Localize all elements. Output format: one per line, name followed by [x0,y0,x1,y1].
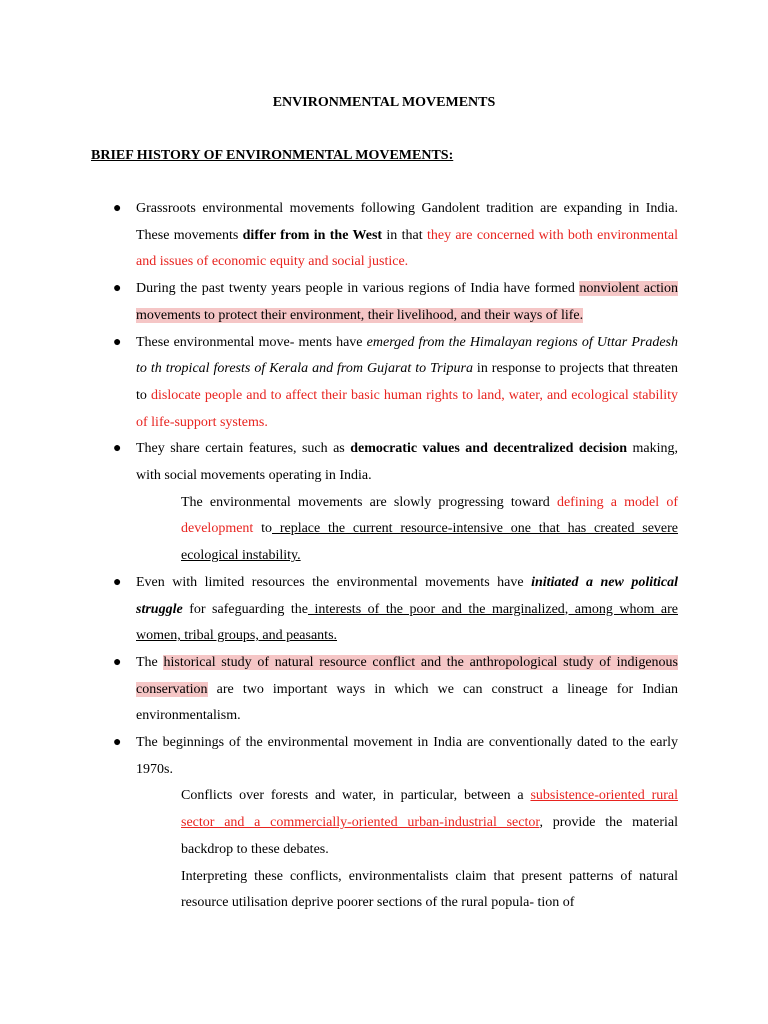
list-item [0,196,678,276]
list-item [0,330,678,437]
list-item [0,276,678,329]
underlined-text: replace the current resource-intensive one that has created severe ecological instability. [181,521,679,564]
list-item [0,650,678,730]
bullet-icon: ● [113,281,122,297]
list-item-text: The historical study of natural resource conflict and the anthropological study of indigenous conservation are two important ways in which we can construct a lineage for Indian environmentalism. [136,654,679,724]
list-item-text: The beginnings of the environmental movement in India are conventionally dated to the early 1970s. [136,735,678,777]
section-heading: BRIEF HISTORY OF ENVIRONMENTAL MOVEMENTS: [91,148,454,163]
italic-text: emerged from the Himalayan regions of Uttar Pradesh to th tropical forests of Kerala and from Gujarat to Tripura [136,334,678,377]
indented-paragraph [0,783,678,863]
bold-text: differ from in the West [242,227,383,243]
list-item-text: Grassroots environmental movements following Gandolent tradition are expanding in India. These movements differ from in the West in that they are concerned with both environmental and issues of economic equity and social justice. [136,201,678,270]
bold-text: democratic values and decentralized decision [350,441,628,457]
highlighted-text: historical study of natural resource conflict and the anthropological study of indigenous conservation [136,654,679,697]
indented-paragraph [0,864,678,917]
paragraph-text: Conflicts over forests and water, in particular, between a subsistence-oriented rural sector and a commercially-oriented urban-industrial sector, provide the material backdrop to these debates. [181,788,678,857]
bullet-list [0,196,768,917]
underlined-text: interests of the poor and the marginalized, among whom are women, tribal groups, and peasants. [136,601,679,644]
bullet-icon: ● [113,654,122,670]
bullet-icon: ● [113,441,122,457]
list-item-text: Even with limited resources the environmental movements have initiated a new political struggle for safeguarding the interests of the poor and the marginalized, among whom are women, tribal groups, and peasants. [136,574,679,644]
red-text: defining a model of development [181,494,678,537]
red-underlined-text: subsistence-oriented rural sector and a commercially-oriented urban-industrial sector [181,788,678,831]
list-item-text: These environmental move- ments have emerged from the Himalayan regions of Uttar Pradesh to th tropical forests of Kerala and from Gujarat to Tripura in response to projects that threaten to dislocate people and to affect their basic human rights to land, water, and ecological stability of life-support systems. [136,334,678,430]
document-title: ENVIRONMENTAL MOVEMENTS [272,95,496,110]
red-text: dislocate people and to affect their basic human rights to land, water, and ecological stability of life-support systems. [136,387,678,430]
list-item [0,730,678,783]
list-item-text: They share certain features, such as democratic values and decentralized decision making, with social movements operating in India. [136,441,679,484]
bullet-icon: ● [113,201,122,216]
paragraph-text: Interpreting these conflicts, environmentalists claim that present patterns of natural resource utilisation deprive poorer sections of the rural popula- tion of [181,868,678,911]
bullet-icon: ● [113,334,122,350]
list-item [0,436,678,489]
list-item-text: During the past twenty years people in various regions of India have formed nonviolent action movements to protect their environment, their livelihood, and their ways of life. [136,281,678,323]
list-item [0,570,678,650]
highlighted-text: nonviolent action movements to protect their environment, their livelihood, and their ways of life. [136,281,678,323]
bold-italic-text: initiated a new political struggle [136,574,678,617]
bullet-icon: ● [113,574,122,590]
bullet-icon: ● [113,735,122,751]
indented-paragraph [0,490,678,570]
paragraph-text: The environmental movements are slowly progressing toward defining a model of development to replace the current resource-intensive one that has created severe ecological instability. [181,494,679,564]
red-text: they are concerned with both environmental and issues of economic equity and social justice. [136,227,678,270]
